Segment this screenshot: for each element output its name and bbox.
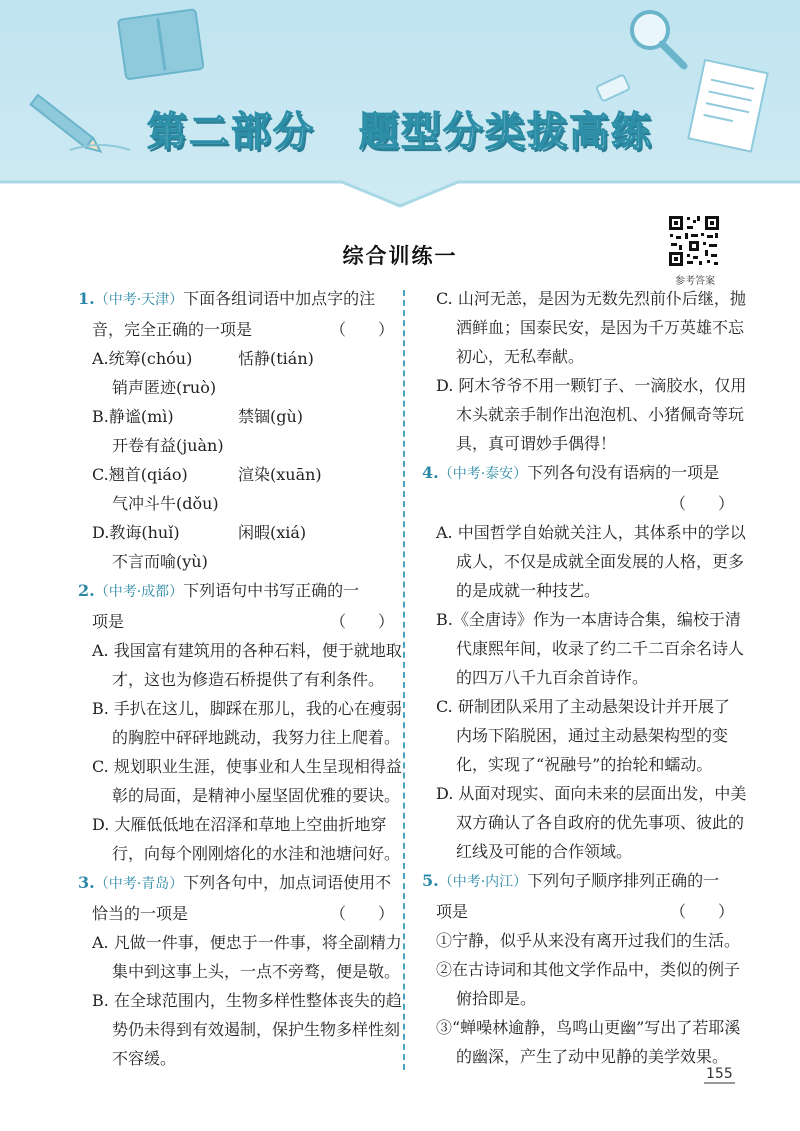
q2-number: 2. (78, 581, 95, 600)
q1-d-label: D. (92, 523, 110, 542)
q1-d-1: 教诲(huǐ) (109, 523, 180, 542)
q2-option-d[interactable]: D. 大雁低低地在沼泽和草地上空曲折地穿 (92, 815, 387, 834)
q3-b-cont2: 不容缓。 (112, 1049, 177, 1068)
q1-option-b[interactable] (78, 402, 394, 431)
q1-c-1: 翘首(qiáo) (108, 465, 188, 484)
q4-d-cont: 双方确认了各自政府的优先事项、彼此的 (456, 813, 745, 832)
header-banner (0, 0, 800, 215)
q4-d-cont2: 红线及可能的合作领域。 (456, 842, 633, 861)
q5-answer-blank[interactable]: （ ） (669, 902, 734, 921)
q1-b-2: 禁锢(gù) (238, 407, 304, 426)
page-number: 155 (706, 1066, 733, 1082)
q4-number: 4. (422, 463, 439, 482)
q1-option-a[interactable] (78, 344, 394, 373)
qr-code[interactable] (667, 214, 721, 268)
section-title: 综合训练一 (342, 243, 458, 268)
q2-a-cont: 才，这也为修造石桥提供了有利条件。 (112, 670, 385, 689)
q3-a-cont: 集中到这事上头，一点不旁骛，便是敬。 (112, 962, 401, 981)
q5-sentence-2-cont: 俯拾即是。 (456, 989, 537, 1008)
banner-title (0, 100, 800, 157)
q3-stem-line1 (78, 868, 394, 899)
q1-a-2: 恬静(tián) (238, 349, 314, 368)
q1-a-3: 销声匿迹(ruò) (112, 378, 217, 397)
q5-stem-line2 (422, 897, 734, 926)
q1-a-label: A. (92, 349, 109, 368)
q3-answer-blank[interactable]: （ ） (329, 904, 394, 923)
q1-number: 1. (78, 289, 95, 308)
q3-stem2: 恰当的一项是 (92, 904, 189, 923)
q1-d-3: 不言而喻(yù) (112, 552, 208, 571)
q1-stem2: 音，完全正确的一项是 (92, 320, 253, 339)
q3-stem-line2 (78, 899, 394, 928)
q2-d-cont: 行，向每个刚刚熔化的水洼和池塘问好。 (112, 844, 401, 863)
q1-c-2: 渲染(xuān) (238, 465, 322, 484)
q2-stem-line1 (78, 576, 394, 607)
q3-source: （中考·青岛） (94, 876, 184, 892)
q4-option-d[interactable]: D. 从面对现实、面向未来的层面出发，中美 (436, 784, 747, 803)
q2-option-a[interactable]: A. 我国富有建筑用的各种石料，便于就地取 (92, 641, 402, 660)
q4-a-cont2: 的是成就一种技艺。 (456, 581, 601, 600)
q1-b-1: 静谧(mì) (108, 407, 174, 426)
q5-sentence-2: ②在古诗词和其他文学作品中，类似的例子 (436, 960, 741, 979)
q3-stem1: 下列各句中，加点词语使用不 (183, 873, 392, 892)
q1-stem-line2 (78, 315, 394, 344)
q1-option-c[interactable] (78, 460, 394, 489)
q2-answer-blank[interactable]: （ ） (329, 612, 394, 631)
qr-caption: 参考答案 (675, 276, 715, 287)
right-column (422, 284, 747, 1071)
q5-stem1: 下列句子顺序排列正确的一 (527, 871, 720, 890)
q3-c-cont2: 初心，无私奉献。 (456, 347, 585, 366)
banner-title-name: 题型分类拔高练 (359, 108, 653, 155)
q4-b-cont2: 的四万八千九百余首诗作。 (456, 668, 649, 687)
q3-option-d[interactable]: D. 阿木爷爷不用一颗钉子、一滴胶水，仅用 (436, 376, 747, 395)
q3-option-c[interactable]: C. 山河无恙，是因为无数先烈前仆后继，抛 (436, 289, 746, 308)
q1-a-1: 统筹(chóu) (108, 349, 193, 368)
question-5 (422, 866, 741, 1071)
column-divider (403, 290, 405, 1070)
q3-c-cont: 洒鲜血；国泰民安，是因为千万英雄不忘 (456, 318, 745, 337)
q4-b-cont: 代康熙年间，收录了约二千二百余名诗人 (456, 639, 745, 658)
q1-stem1: 下面各组词语中加点字的注 (183, 289, 376, 308)
q1-answer-blank[interactable]: （ ） (329, 320, 394, 339)
q4-option-a[interactable]: A. 中国哲学自始就关注人，其体系中的学以 (436, 523, 746, 542)
q1-c-3: 气冲斗牛(dǒu) (112, 494, 219, 513)
q3-option-b[interactable]: B. 在全球范围内，生物多样性整体丧失的趋 (92, 991, 402, 1010)
q2-option-c[interactable]: C. 规划职业生涯，使事业和人生呈现相得益 (92, 757, 402, 776)
banner-title-part: 第二部分 (147, 108, 315, 155)
q4-option-b[interactable]: B.《全唐诗》作为一本唐诗合集，编校于清 (436, 610, 741, 629)
q4-option-c[interactable]: C. 研制团队采用了主动悬架设计并开展了 (436, 697, 730, 716)
q4-source: （中考·泰安） (438, 466, 528, 482)
q4-c-cont: 内场下陷脱困，通过主动悬架构型的变 (456, 726, 729, 745)
question-1 (78, 284, 394, 576)
q5-sentence-1: ①宁静，似乎从来没有离开过我们的生活。 (436, 931, 741, 950)
q5-stem2: 项是 (436, 902, 469, 921)
q5-number: 5. (422, 871, 439, 890)
q4-stem-line1 (422, 458, 734, 489)
q4-a-cont: 成人，不仅是成就全面发展的人格，更多 (456, 552, 745, 571)
question-3 (78, 868, 402, 1073)
q5-source: （中考·内江） (438, 874, 528, 890)
q3-option-a[interactable]: A. 凡做一件事，便忠于一件事，将全副精力 (92, 933, 402, 952)
q3-number: 3. (78, 873, 95, 892)
q1-option-d[interactable] (78, 518, 394, 547)
q4-c-cont2: 化，实现了“祝融号”的抬轮和蠕动。 (456, 755, 713, 774)
q3-d-cont2: 具，真可谓妙手偶得！ (456, 434, 617, 453)
q2-stem2: 项是 (92, 612, 125, 631)
q1-stem-line1 (78, 284, 394, 315)
q5-sentence-3-cont: 的幽深，产生了动中见静的美学效果。 (456, 1047, 729, 1066)
q2-c-cont: 彰的局面，是精神小屋坚固优雅的要诀。 (112, 786, 401, 805)
q4-answer-blank[interactable]: （ ） (669, 494, 734, 513)
question-4 (422, 458, 747, 866)
q2-option-b[interactable]: B. 手扒在这儿，脚踩在那儿，我的心在瘦弱 (92, 699, 402, 718)
q1-source: （中考·天津） (94, 292, 184, 308)
book-icon (118, 9, 204, 79)
q3-b-cont: 势仍未得到有效遏制，保护生物多样性刻 (112, 1020, 401, 1039)
q1-b-3: 开卷有益(juàn) (112, 436, 224, 455)
question-3-continued (422, 284, 747, 458)
q3-d-cont: 木头就亲手制作出泡泡机、小猪佩奇等玩 (456, 405, 745, 424)
q5-sentence-3: ③“蝉噪林逾静，鸟鸣山更幽”写出了若耶溪 (436, 1018, 741, 1037)
q2-stem-line2 (78, 607, 394, 636)
q2-b-cont: 的胸腔中砰砰地跳动，我努力往上爬着。 (112, 728, 401, 747)
q4-stem1: 下列各句没有语病的一项是 (527, 463, 720, 482)
question-2 (78, 576, 402, 868)
q1-d-2: 闲暇(xiá) (238, 523, 307, 542)
q4-stem-line2 (422, 489, 734, 518)
q1-b-label: B. (92, 407, 109, 426)
q2-source: （中考·成都） (94, 584, 184, 600)
q5-stem-line1 (422, 866, 734, 897)
q1-c-label: C. (92, 465, 109, 484)
left-column (78, 284, 402, 1073)
q2-stem1: 下列语句中书写正确的一 (183, 581, 360, 600)
